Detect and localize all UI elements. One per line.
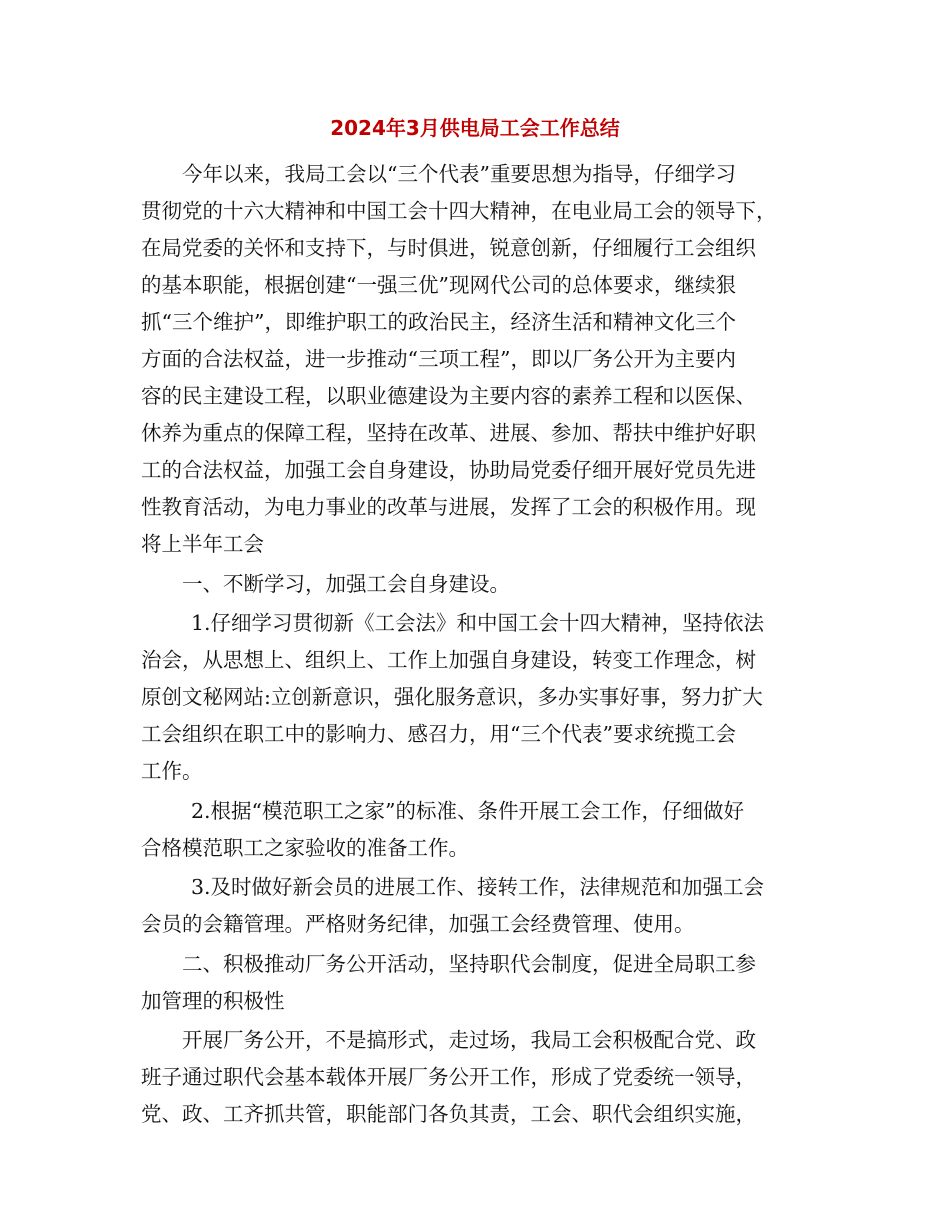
paragraph-intro	[141, 156, 809, 563]
section-heading-2	[141, 946, 809, 1020]
paragraph-line: 容的民主建设工程，以职业德建设为主要内容的素养工程和以医保、	[141, 384, 756, 408]
paragraph-line: 党、政、工齐抓共管，职能部门各负其责，工会、职代会组织实施，	[141, 1102, 756, 1126]
paragraph-line: 今年以来，我局工会以“三个代表”重要思想为指导，仔细学习	[182, 162, 736, 186]
document-title: 2024年3月供电局工会工作总结	[330, 116, 620, 140]
paragraph-line: 的基本职能，根据创建“一强三优”现网代公司的总体要求，继续狠	[141, 273, 736, 297]
paragraph-line: 治会，从思想上、组织上、工作上加强自身建设，转变工作理念，树	[141, 648, 756, 672]
paragraph-line: 会员的会籍管理。严格财务纪律，加强工会经费管理、使用。	[141, 912, 695, 936]
paragraph-line: 工作。	[141, 759, 203, 783]
heading-line: 加管理的积极性	[141, 988, 285, 1013]
paragraph-line: 休养为重点的保障工程，坚持在改革、进展、参加、帮扶中维护好职	[141, 421, 756, 445]
paragraph-line: 1.仔细学习贯彻新《工会法》和中国工会十四大精神，坚持依法	[191, 611, 765, 635]
paragraph-item-3	[141, 869, 809, 943]
paragraph-line: 在局党委的关怀和支持下，与时俱进，锐意创新，仔细履行工会组织	[141, 236, 756, 260]
paragraph-item-2	[141, 793, 809, 867]
heading-line: 一、不断学习，加强工会自身建设。	[182, 571, 510, 596]
heading-line: 二、积极推动厂务公开活动，坚持职代会制度，促进全局职工参	[182, 951, 756, 976]
paragraph-line: 工会组织在职工中的影响力、感召力，用“三个代表”要求统揽工会	[141, 722, 736, 746]
paragraph-line: 性教育活动，为电力事业的改革与进展，发挥了工会的积极作用。现	[141, 495, 756, 519]
paragraph-line: 2.根据“模范职工之家”的标准、条件开展工会工作，仔细做好	[191, 798, 745, 823]
paragraph-line: 开展厂务公开，不是搞形式，走过场，我局工会积极配合党、政	[182, 1028, 756, 1052]
paragraph-line: 3.及时做好新会员的进展工作、接转工作，法律规范和加强工会	[191, 875, 765, 899]
paragraph-line: 合格模范职工之家验收的准备工作。	[141, 835, 469, 860]
paragraph-line: 将上半年工会	[141, 532, 264, 556]
paragraph-line: 贯彻党的十六大精神和中国工会十四大精神，在电业局工会的领导下，	[141, 199, 777, 223]
paragraph-line: 班子通过职代会基本载体开展厂务公开工作，形成了党委统一领导，	[141, 1065, 756, 1089]
paragraph-line: 工的合法权益，加强工会自身建设，协助局党委仔细开展好党员先进	[141, 458, 756, 482]
paragraph-line: 原创文秘网站:立创新意识，强化服务意识，多办实事好事，努力扩大	[141, 685, 763, 709]
paragraph-item-1	[141, 605, 809, 790]
document-body	[141, 156, 809, 1133]
paragraph-factory-affairs	[141, 1022, 809, 1133]
paragraph-line: 抓“三个维护”，即维护职工的政治民主，经济生活和精神文化三个	[141, 310, 736, 334]
paragraph-line: 方面的合法权益，进一步推动“三项工程”，即以厂务公开为主要内	[141, 347, 736, 371]
section-heading-1	[141, 566, 809, 603]
